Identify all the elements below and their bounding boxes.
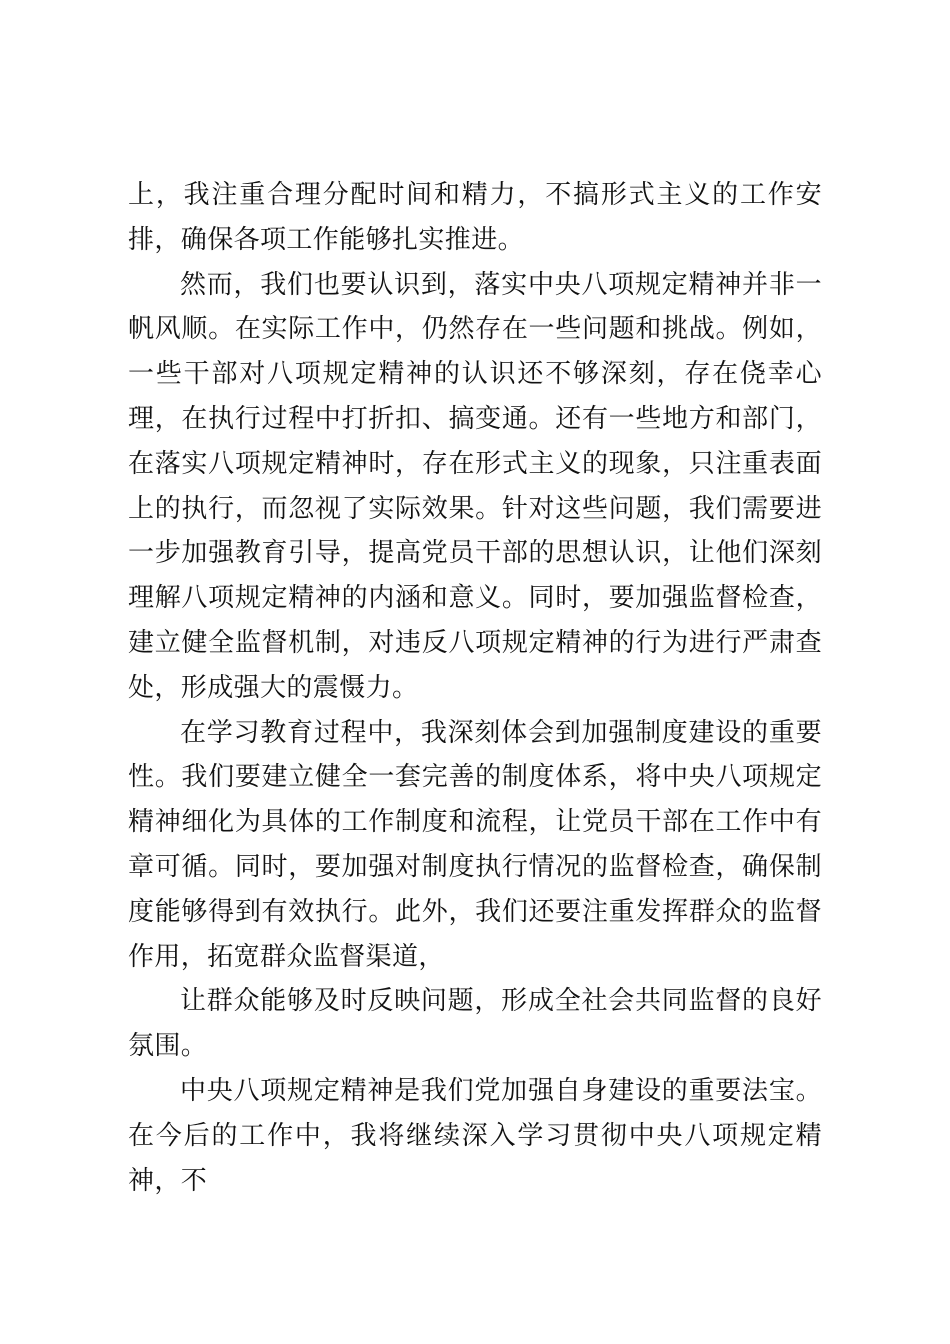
paragraph-2: 然而，我们也要认识到，落实中央八项规定精神并非一帆风顺。在实际工作中，仍然存在一些问题和挑战。例如，一些干部对八项规定精神的认识还不够深刻，存在侥幸心理，在执行过程中打折扣、搞变通。还有一些地方和部门，在落实八项规定精神时，存在形式主义的现象，只注重表面上的执行，而忽视了实际效果。针对这些问题，我们需要进一步加强教育引导，提高党员干部的思想认识，让他们深刻理解八项规定精神的内涵和意义。同时，要加强监督检查，建立健全监督机制，对违反八项规定精神的行为进行严肃查处，形成强大的震慑力。 (128, 269, 822, 703)
paragraph-4: 让群众能够及时反映问题，形成全社会共同监督的良好氛围。 (128, 986, 822, 1062)
paragraph-5: 中央八项规定精神是我们党加强自身建设的重要法宝。在今后的工作中，我将继续深入学习贯彻中央八项规定精神，不 (128, 1075, 822, 1196)
document-page (128, 173, 822, 1203)
paragraph-1: 上，我注重合理分配时间和精力，不搞形式主义的工作安排，确保各项工作能够扎实推进。 (128, 180, 822, 255)
paragraph-3: 在学习教育过程中，我深刻体会到加强制度建设的重要性。我们要建立健全一套完善的制度体系，将中央八项规定精神细化为具体的工作制度和流程，让党员干部在工作中有章可循。同时，要加强对制度执行情况的监督检查，确保制度能够得到有效执行。此外，我们还要注重发挥群众的监督作用，拓宽群众监督渠道， (128, 717, 822, 972)
